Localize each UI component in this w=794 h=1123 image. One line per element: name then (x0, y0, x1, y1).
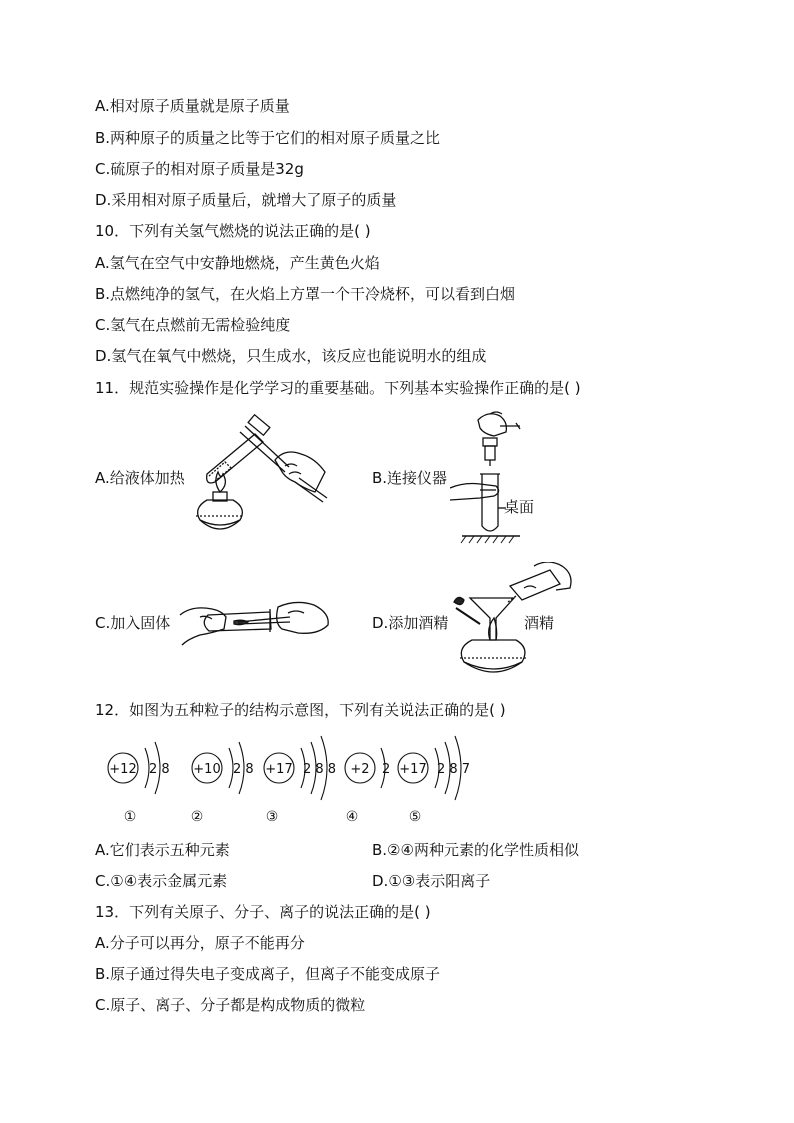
q12-option-a: A.它们表示五种元素 (95, 841, 230, 859)
particle-1-electrons: 2 8 (149, 762, 170, 777)
q12-option-c: C.①④表示金属元素 (95, 872, 228, 890)
q13-option-c: C.原子、离子、分子都是构成物质的微粒 (95, 996, 366, 1014)
q9-option-d: D.采用相对原子质量后，就增大了原子的质量 (95, 191, 397, 209)
adding-alcohol-illustration (450, 562, 575, 687)
particle-3-nucleus: +17 (265, 762, 293, 777)
particle-structure-diagrams (95, 732, 475, 827)
q11-option-b-desk-label: 桌面 (504, 498, 535, 516)
q11-option-c: C.加入固体 (95, 614, 171, 632)
q12-option-b: B.②④两种元素的化学性质相似 (372, 841, 579, 859)
q9-option-a: A.相对原子质量就是原子质量 (95, 97, 290, 115)
adding-solid-illustration (178, 595, 338, 650)
particle-4-number: ④ (345, 809, 359, 825)
q10-option-d: D.氢气在氧气中燃烧，只生成水，该反应也能说明水的组成 (95, 347, 487, 365)
particle-3-electrons: 2 8 8 (303, 762, 337, 777)
heating-liquid-illustration (185, 412, 335, 542)
connecting-apparatus-illustration (450, 408, 540, 548)
q12-stem: 12．如图为五种粒子的结构示意图，下列有关说法正确的是( ) (95, 701, 506, 719)
q9-option-c: C.硫原子的相对原子质量是32g (95, 160, 304, 178)
q11-option-d: D.添加酒精 (372, 614, 449, 632)
q12-option-d: D.①③表示阳离子 (372, 872, 491, 890)
q13-stem: 13．下列有关原子、分子、离子的说法正确的是( ) (95, 903, 431, 921)
particle-4-nucleus: +2 (350, 762, 370, 777)
q10-option-c: C.氢气在点燃前无需检验纯度 (95, 316, 291, 334)
q10-option-a: A.氢气在空气中安静地燃烧，产生黄色火焰 (95, 254, 380, 272)
q11-option-a: A.给液体加热 (95, 469, 185, 487)
particle-5-nucleus: +17 (399, 762, 427, 777)
q11-option-d-alcohol-label: 酒精 (524, 614, 555, 632)
particle-2-number: ② (190, 809, 204, 825)
particle-1-nucleus: +12 (109, 762, 137, 777)
q13-option-a: A.分子可以再分，原子不能再分 (95, 934, 305, 952)
particle-4-electrons: 2 (382, 762, 391, 777)
particle-5-number: ⑤ (408, 809, 422, 825)
q11-stem: 11．规范实验操作是化学学习的重要基础。下列基本实验操作正确的是( ) (95, 379, 581, 397)
q11-option-b: B.连接仪器 (372, 469, 448, 487)
particle-3-number: ③ (265, 809, 279, 825)
q9-option-b: B.两种原子的质量之比等于它们的相对原子质量之比 (95, 129, 441, 147)
particle-5-electrons: 2 8 7 (437, 762, 471, 777)
particle-1-number: ① (123, 809, 137, 825)
particle-2-electrons: 2 8 (233, 762, 254, 777)
particle-2-nucleus: +10 (193, 762, 221, 777)
q13-option-b: B.原子通过得失电子变成离子，但离子不能变成原子 (95, 965, 441, 983)
q10-option-b: B.点燃纯净的氢气，在火焰上方罩一个干冷烧杯，可以看到白烟 (95, 285, 516, 303)
q10-stem: 10．下列有关氢气燃烧的说法正确的是( ) (95, 222, 371, 240)
